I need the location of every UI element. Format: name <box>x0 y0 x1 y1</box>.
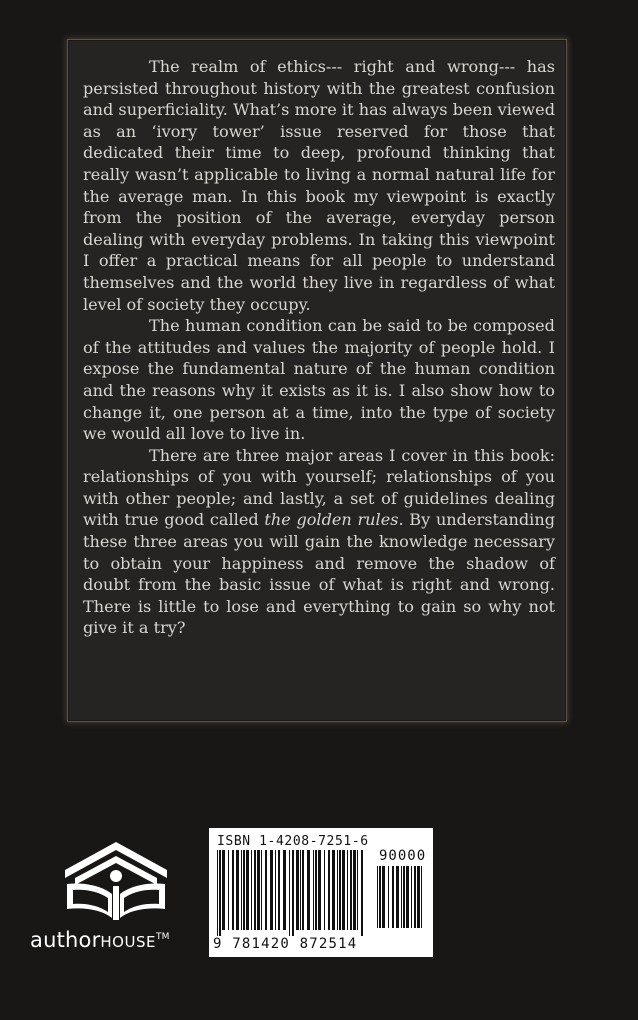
blurb-p3-end: . By understanding these three areas you will gain the knowledge necessary to obtain your happiness and remove the shadow of doubt from the basic issue of what is right and wrong. There is little to lose and everything to gain so why not give it a try? <box>83 510 555 638</box>
blurb-paragraph-2: The human condition can be said to be composed of the attitudes and values the majority of people hold. I expose the fundamental nature of the human condition and the reasons why it exists as it is. I also show how to change it, one person at a time, into the type of society we would all love to live in. <box>83 316 555 444</box>
brand-prefix: author <box>30 928 101 952</box>
addon-bars <box>375 866 427 934</box>
ean-bars <box>215 850 367 936</box>
ean-digits: 9 781420 872514 <box>213 936 358 952</box>
isbn-number: ISBN 1-4208-7251-6 <box>217 834 369 849</box>
brand-suffix: HOUSE <box>100 933 156 951</box>
publisher-name <box>30 928 200 952</box>
golden-rules-title: the golden rules <box>264 510 399 530</box>
blurb-p3-start: There are three major areas I cover in this book: relationships of you with yourself; relationships of you with other people; and lastly, a set of guidelines dealing with true good called <box>83 445 555 530</box>
trademark-mark: TM <box>155 932 170 942</box>
isbn-barcode <box>209 828 433 957</box>
blurb-paragraph-3 <box>83 445 555 639</box>
publisher-logo <box>30 840 200 950</box>
blurb-paragraph-1: The realm of ethics--- right and wrong--- has persisted throughout history with the greatest confusion and superficiality. What’s more it has always been viewed as an ‘ivory tower’ issue reserved for those that dedicated their time to deep, profound thinking that really wasn’t applicable to living a normal natural life for the average man. In this book my viewpoint is exactly from the position of the average, everyday person dealing with everyday problems. In taking this viewpoint I offer a practical means for all people to understand themselves and the world they live in regardless of what level of society they occupy. <box>83 57 555 314</box>
house-book-icon <box>57 840 175 920</box>
back-cover-blurb <box>83 56 555 639</box>
price-code: 90000 <box>379 848 427 864</box>
